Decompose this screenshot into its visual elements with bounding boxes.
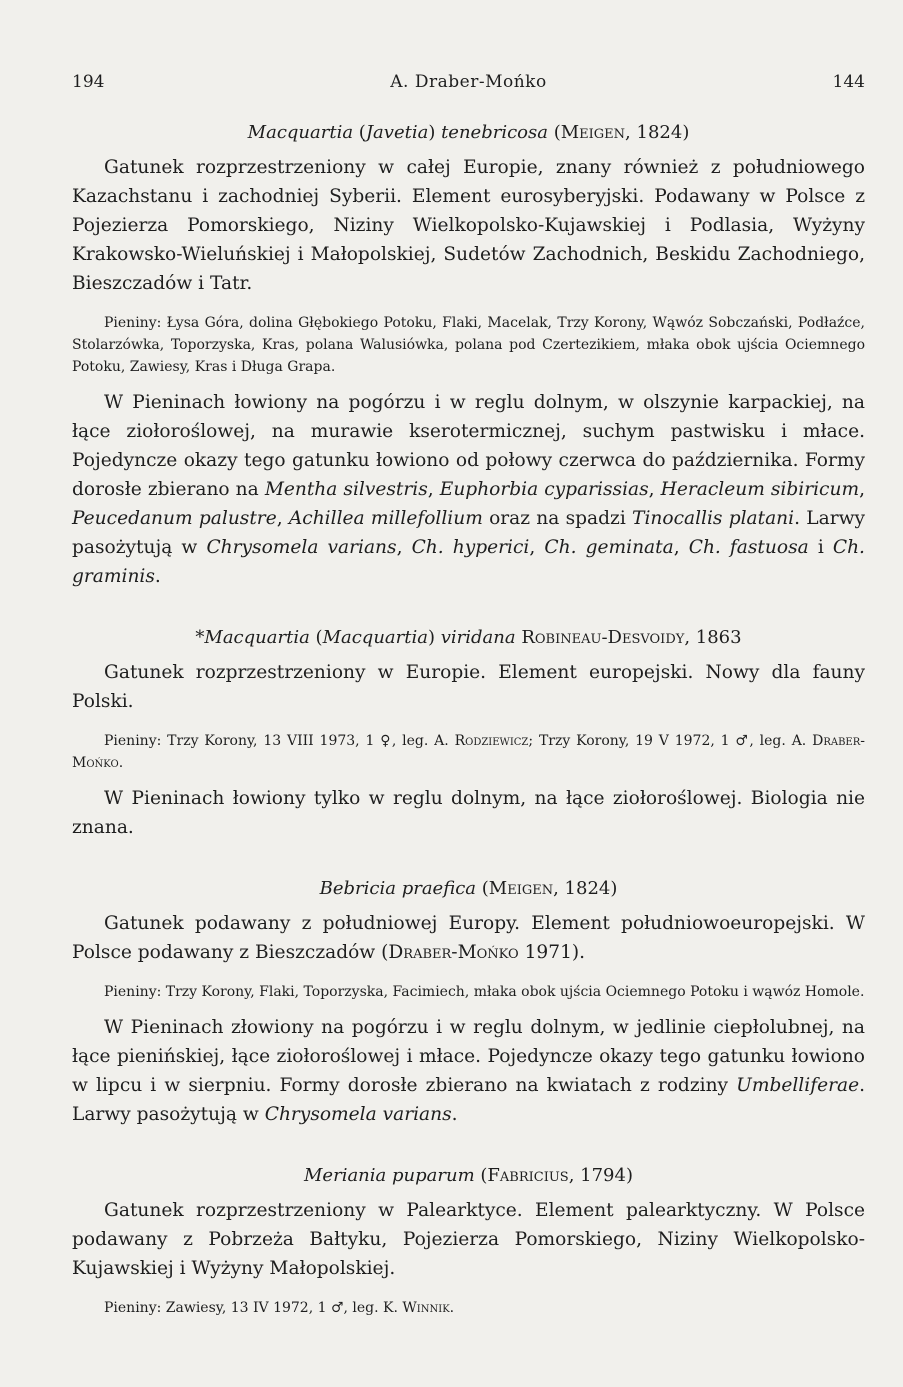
species-heading: Bebricia praefica (Meigen, 1824) [319, 878, 618, 899]
ecology-text: , [673, 537, 689, 558]
ecology-text: . [154, 566, 161, 587]
collector-name: Rodziewicz [454, 733, 529, 749]
species-authority: Robineau-Desvoidy [521, 627, 685, 648]
species-name: tenebricosa [441, 122, 548, 143]
species-year: 1824 [636, 122, 683, 143]
page-number-left: 194 [72, 72, 105, 92]
locality-text: ; Trzy Korony, 19 V 1972, 1 ♂, leg. A. [528, 733, 813, 749]
locality-paragraph: Pieniny: Łysa Góra, dolina Głębokiego Potoku, Flaki, Macelak, Trzy Korony, Wąwóz Sobczański, Podłaźce, Stolarzówka, Toporzyska, Kras, polana Walusiówka, polana pod Czertezikiem, młaka obok ujścia Ociemnego Potoku, Zawiesy, Kras i Długa Grapa. [72, 315, 865, 375]
species-heading: Meriania puparum (Fabricius, 1794) [304, 1165, 633, 1186]
ecology-text: W Pieninach łowiony na pogórzu i w reglu dolnym, w olszynie karpackiej, na łące ziołoroślowej, na murawie kserotermicznej, suchym pastwisku i młace. Pojedyncze okazy tego gatunku łowiono od połowy czerwca do października. Formy dorosłe zbierano na [72, 392, 865, 500]
host-name: Chrysomela varians [206, 537, 397, 558]
species-entry-bebricia-praefica [72, 878, 865, 1129]
plant-name: Heracleum sibiricum [660, 479, 860, 500]
genus-name: Bebricia [319, 878, 396, 899]
running-head-author: A. Draber-Mońko [390, 72, 547, 92]
ecology-text: , [859, 479, 865, 500]
ecology-paragraph [72, 388, 865, 591]
distribution-paragraph: Gatunek rozprzestrzeniony w Palearktyce. Element palearktyczny. W Polsce podawany z Pobrzeża Bałtyku, Pojezierza Pomorskiego, Niziny Wielkopolsko-Kujawskiej i Wyżyny Małopolskiej. [72, 1200, 865, 1279]
species-name: viridana [440, 627, 516, 648]
plant-name: Euphorbia cyparissias [439, 479, 649, 500]
collector-name: Winnik [402, 1300, 450, 1316]
species-heading: *Macquartia (Macquartia) viridana Robineau-Desvoidy, 1863 [195, 627, 742, 648]
plant-name: Achillea millefollium [288, 508, 483, 529]
species-entry-meriania-puparum [72, 1165, 865, 1319]
species-name: praefica [401, 878, 477, 899]
spacer [72, 1129, 865, 1165]
distribution-paragraph [72, 909, 865, 967]
ecology-paragraph [72, 1013, 865, 1129]
collector-name: Draber-Mońko [72, 733, 865, 771]
spacer [72, 842, 865, 878]
ecology-text: i [808, 537, 833, 558]
species-entry-macquartia-tenebricosa [72, 122, 865, 591]
ecology-text: . Larwy pasożytują w [72, 508, 866, 558]
new-record-marker: * [195, 627, 205, 648]
plant-name: Peucedanum palustre [72, 508, 277, 529]
locality-text: Pieniny: Trzy Korony, 13 VIII 1973, 1 ♀, leg. A. [104, 733, 455, 749]
host-name: Ch. fastuosa [688, 537, 809, 558]
host-name: Ch. geminata [544, 537, 674, 558]
distribution-text: 1971). [518, 942, 586, 963]
reference-author: Draber-Mońko [388, 942, 519, 963]
genus-name: Macquartia [247, 122, 354, 143]
plant-name: Mentha silvestris [264, 479, 428, 500]
host-name: Ch. graminis [72, 537, 865, 587]
ecology-text: , [276, 508, 289, 529]
species-authority: Meigen [560, 122, 626, 143]
page-number-right: 144 [832, 72, 865, 92]
species-authority: Meigen [488, 878, 554, 899]
locality-paragraph [72, 730, 865, 774]
ecology-text: W Pieninach złowiony na pogórzu i w reglu dolnym, w jedlinie ciepłolubnej, na łące pienińskiej, łące ziołoroślowej i młace. Pojedyncze okazy tego gatunku łowiono w lipcu i w sierpniu. Formy dorosłe zbierano na kwiatach z rodziny [72, 1017, 865, 1096]
subgenus-name: Macquartia [322, 627, 428, 648]
ecology-text: , [396, 537, 412, 558]
family-name: Umbelliferae [736, 1075, 860, 1096]
genus-name: Meriania [304, 1165, 387, 1186]
species-name: puparum [392, 1165, 475, 1186]
species-year: 1863 [695, 627, 742, 648]
locality-text: . [449, 1300, 455, 1316]
distribution-paragraph: Gatunek rozprzestrzeniony w Europie. Element europejski. Nowy dla fauny Polski. [72, 662, 865, 712]
species-entry-macquartia-viridana [72, 627, 865, 842]
species-authority: Fabricius [487, 1165, 569, 1186]
locality-text: . [118, 755, 124, 771]
ecology-text: oraz na spadzi [482, 508, 633, 529]
ecology-paragraph: W Pieninach łowiony tylko w reglu dolnym, na łące ziołoroślowej. Biologia nie znana. [72, 788, 865, 838]
species-year: 1794 [580, 1165, 626, 1186]
plant-name: Tinocallis platani [632, 508, 795, 529]
host-name: Ch. hyperici [411, 537, 530, 558]
subgenus-name: Javetia [365, 122, 429, 143]
distribution-text: Gatunek podawany z południowej Europy. Element południowoeuropejski. W Polsce podawany z Bieszczadów ( [72, 913, 865, 963]
running-head [72, 72, 865, 92]
locality-paragraph [72, 1297, 865, 1319]
species-heading: Macquartia (Javetia) tenebricosa (Meigen, 1824) [247, 122, 690, 143]
genus-name: Macquartia [204, 627, 310, 648]
distribution-paragraph: Gatunek rozprzestrzeniony w całej Europie, znany również z południowego Kazachstanu i zachodniej Syberii. Element eurosyberyjski. Podawany w Polsce z Pojezierza Pomorskiego, Niziny Wielkopolsko-Kujawskiej i Podlasia, Wyżyny Krakowsko-Wieluńskiej i Małopolskiej, Sudetów Zachodnich, Beskidu Zachodniego, Bieszczadów i Tatr. [72, 157, 865, 294]
spacer [72, 591, 865, 627]
locality-text: Pieniny: Zawiesy, 13 IV 1972, 1 ♂, leg. K. [104, 1300, 403, 1316]
ecology-text: . Larwy pasożytują w [72, 1075, 865, 1125]
host-name: Chrysomela varians [264, 1104, 452, 1125]
ecology-text: , [648, 479, 661, 500]
ecology-text: , [427, 479, 440, 500]
species-year: 1824 [564, 878, 611, 899]
ecology-text: . [451, 1104, 458, 1125]
ecology-text: , [529, 537, 545, 558]
locality-paragraph: Pieniny: Trzy Korony, Flaki, Toporzyska, Facimiech, młaka obok ujścia Ociemnego Potoku i wąwóz Homole. [104, 984, 865, 1000]
